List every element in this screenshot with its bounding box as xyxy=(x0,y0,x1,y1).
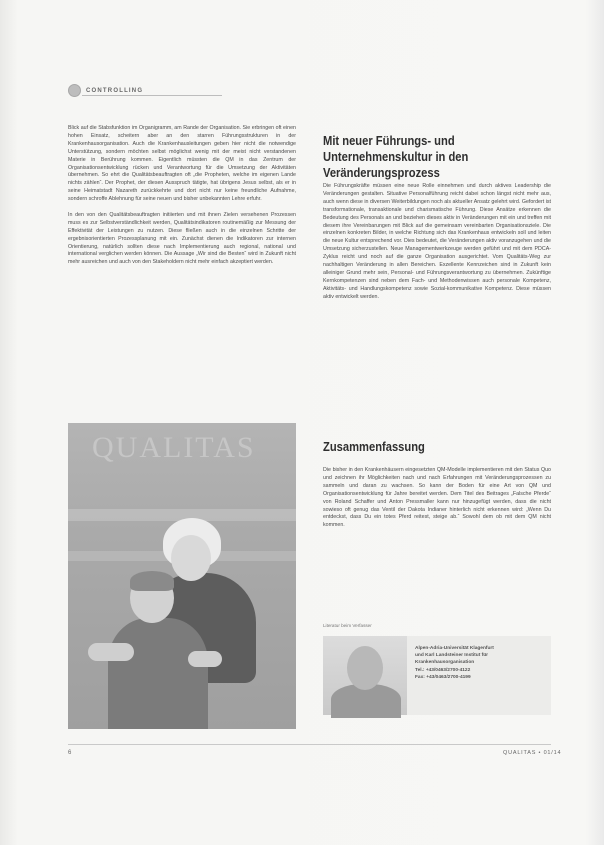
photo-overlay-title: QUALITAS xyxy=(92,431,256,464)
section-bullet-icon xyxy=(68,84,81,97)
child-hair xyxy=(130,571,174,591)
left-paragraph-2: In den von den Qualitätsbeauftragten initiierten und mit ihnen Zielen versehenen Prozessen muss es zur Selbstverständlichkeit werden, Qualitätsindikatoren routinemäßig zur Messung der Effektivität der Leistungen zu nutzen. Diese fließen auch in die einzelnen Schritte der ergebnisorientierten Prozessplanung mit ein. Zunächst dienen die Indikatoren zur internen Orientierung, natürlich sollten diese nach Implementierung auch regional, national und international verglichen werden können. Die Aussage „Wir sind die Besten“ wird in Zukunft nicht mehr ausreichen und auch von den Stakeholdern nicht mehr einfach akzeptiert werden. xyxy=(68,211,296,266)
contact-line-1: Alpen-Adria-Universität Klagenfurt xyxy=(415,646,494,651)
section-label: CONTROLLING xyxy=(86,87,144,94)
portrait-head xyxy=(347,646,383,690)
magazine-issue: QUALITAS • 01/14 xyxy=(503,750,562,756)
cover-photo xyxy=(68,423,296,729)
contact-line-2: und Karl Landsteiner Institut für xyxy=(415,653,489,659)
author-contact-box xyxy=(323,636,551,715)
right-paragraph-1: Die Führungskräfte müssen eine neue Rolle einnehmen und durch aktives Leadership die Veränderungen gestalten. Situative Personalführung reicht dabei schon längst nicht mehr aus, auch wenn diese in diversen Weiterbildungen noch als aktueller Ansatz gelehrt wird. Gefordert ist transformationale, transaktionale und charismatische Führung. Diese Ansätze erkennen die Bedeutung des Personals an und beziehen dieses aktiv in Veränderungen mit ein und treffen mit diesem ihre Vereinbarungen mit Blick auf die gemeinsam vereinbarten Organisationsziele. Die einzelnen konkreten Bilder, in welche Richtung sich das Krankenhaus entwickeln soll und leiten die neue Kultur entsprechend vor. Dies bedeutet, die Veränderungen aktiv voranzugehen und die Umsetzung sicherzustellen. Neue Managementwerkzeuge werden geführt und mit dem PDCA-Zyklus reicht und noch auf die ganze Organisation ausgerichtet. Vom Qualitäts-Weg zur nachhaltigen Veränderung in allen Bereichen. Exzellente Kennzeichen sind in Zukunft kein alleiniger Grund mehr sein, Personal- und Führungsverantwortung zu übernehmen. Zukünftige Kernkompetenzen sind neben dem Fach- und Methodenwissen auch personale Kompetenz, Aktivitäts- und Handlungskompetenz sowie Sozial-kommunikative Kompetenz. Diese müssen aktiv entwickelt werden. xyxy=(323,183,551,300)
child-arm-left xyxy=(88,643,134,661)
page-number: 6 xyxy=(68,750,72,756)
contact-fax: Fax: +43/0463/2700-4199 xyxy=(415,674,471,680)
author-portrait xyxy=(323,636,407,715)
contact-details xyxy=(415,645,494,681)
article-heading: Mit neuer Führungs- und Unternehmenskultur in den Veränderungsprozess xyxy=(323,133,469,180)
left-paragraph-1: Blick auf die Stabsfunktion im Organigramm, am Rande der Organisation. Sie erbringen oft einen hohen Einsatz, scheitern aber an den starren Führungsstrukturen in der Krankenhausorganisation. Auch die Krankenhausleitungen geben hier nicht die notwendige Unterstützung, sondern möchten selbst möglichst wenig mit der meist nicht verstandenen Materie in Berührung kommen. Eigentlich müssten die QM in das Zentrum der Organisationsentwicklung rücken und Verantwortung für die Umsetzung der Aktivitäten übernehmen. So ehrt die Qualitätsbeauftragten oft „die Propheten, welche im eigenen Lande nichts zählen“. Der Prophet, der diesen Ausspruch tätigte, hat übrigens Jesus selbst, als er in seine Heimatstadt Nazareth zurückkehrte und dort nicht nur keine freundliche Aufnahme, sondern schroffe Ablehnung für seine neuen und bisher unbekannten Lehre erfuhr. xyxy=(68,125,296,203)
contact-line-3: Krankenhausorganisation xyxy=(415,660,475,666)
woman-face xyxy=(171,535,211,581)
right-column xyxy=(323,183,551,309)
rubric-divider xyxy=(82,95,222,96)
left-column xyxy=(68,125,296,275)
summary-heading: Zusammenfassung xyxy=(323,439,425,454)
author-credit: Literatur beim Verfasser xyxy=(323,623,372,628)
summary-text-block xyxy=(323,467,551,530)
child-figure xyxy=(108,618,208,729)
contact-phone: Tel.: +43/0463/2700-4122 xyxy=(415,667,471,673)
footer-divider xyxy=(68,744,551,745)
child-arm-right xyxy=(188,651,222,667)
summary-paragraph: Die bisher in den Krankenhäusern eingesetzten QM-Modelle implementieren mit den Status Quo und zeichnen ihr Möglichkeiten nach und nach Erfahrungen mit Veränderungsprozessen zu sammeln und daran zu wachsen. So kann der Boden für eine Art von QM und Organisationsentwicklung für Jahre bereitet werden. Dem Titel des Beitrages „Falsche Pferde“ von Roland Schaffer und Anton Pressmaller kann nur hinzugefügt werden, dass die nicht sowieso oft genug das Ventil der Dakota Indianer hinterlich nicht erkennen wird: „Wenn Du entdeckst, dass Du ein totes Pferd reitest, steige ab.“ Sowohl dem ob mit dem QM nicht kommen. xyxy=(323,467,551,529)
